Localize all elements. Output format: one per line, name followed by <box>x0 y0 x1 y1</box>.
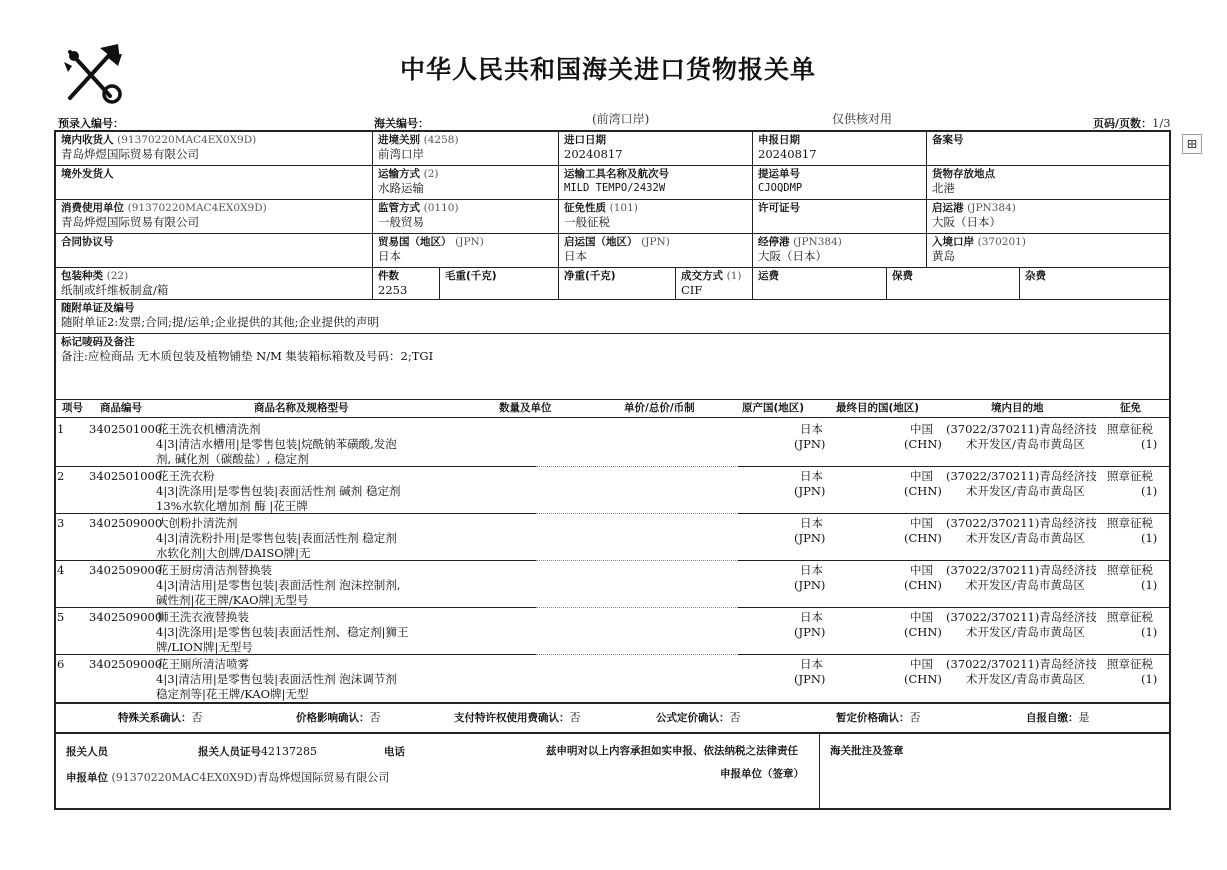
item-name: 花王洗衣机槽清洗剂 <box>157 422 261 436</box>
item-domestic-line2: 术开发区/青岛市黄岛区 <box>966 484 1085 498</box>
item-levy: 照章征税 <box>1107 610 1153 624</box>
item-hs-code: 3402509000 <box>89 610 163 624</box>
legal-statement: 兹申明对以上内容承担如实申报、依法纳税之法律责任 <box>546 745 798 757</box>
item-destination-code: (CHN) <box>904 672 942 686</box>
declaring-unit-seal: 申报单位（签章） <box>720 768 804 780</box>
item-no: 5 <box>57 610 65 624</box>
consignor-cell: 境外发货人 <box>56 166 373 200</box>
item-hs-code: 3402509000 <box>89 657 163 671</box>
preentry-no: 预录入编号： <box>58 117 124 130</box>
transaction-cell: 成交方式 (1) CIF <box>676 268 753 300</box>
freight-cell: 运费 <box>753 268 887 300</box>
bill-no-cell: 提运单号 CJOQDMP <box>753 166 927 200</box>
provisional-price-confirm: 暂定价格确认：否 <box>836 711 921 724</box>
contract-cell: 合同协议号 <box>56 234 373 268</box>
item-destination-code: (CHN) <box>904 437 942 451</box>
item-levy-code: (1) <box>1141 531 1158 545</box>
goods-item-row <box>56 561 1169 608</box>
pieces-cell: 件数 2253 <box>373 268 440 300</box>
port-note: (前湾口岸) <box>592 112 650 126</box>
item-levy-code: (1) <box>1141 578 1158 592</box>
item-no: 4 <box>57 563 65 577</box>
page-number: 页码/页数：1/3 <box>1093 116 1171 130</box>
license-cell: 许可证号 <box>753 200 927 234</box>
item-no: 6 <box>57 657 65 671</box>
item-spec-line1: 4|3|清洁用|是零售包装|表面活性剂 泡沫调节剂 <box>156 672 397 686</box>
special-relation-confirm: 特殊关系确认：否 <box>118 711 203 724</box>
item-destination: 中国 <box>910 610 933 624</box>
item-levy: 照章征税 <box>1107 469 1153 483</box>
item-name: 花王厕所清洁喷雾 <box>157 657 249 671</box>
verify-note: 仅供核对用 <box>832 112 893 126</box>
departure-port-cell: 启运港 (JPN384) 大阪（日本） <box>927 200 1169 234</box>
item-domestic-line2: 术开发区/青岛市黄岛区 <box>966 578 1085 592</box>
col-header-name: 商品名称及规格型号 <box>254 402 349 414</box>
item-spec-line2: 水软化剂|大创牌/DAISO牌|无 <box>156 546 311 560</box>
item-spec-line2: 稳定剂等|花王牌/KAO牌|无型 <box>156 687 309 701</box>
item-hs-code: 3402509000 <box>89 563 163 577</box>
col-header-price: 单价/总价/币制 <box>624 402 695 414</box>
customs-no: 海关编号： <box>374 117 429 130</box>
transit-port-cell: 经停港 (JPN384) 大阪（日本） <box>753 234 927 268</box>
item-destination-code: (CHN) <box>904 531 942 545</box>
item-spec-line2: 碱性剂|花王牌/KAO牌|无型号 <box>156 593 309 607</box>
vessel-cell: 运输工具名称及航次号 MILD TEMPO/2432W <box>559 166 753 200</box>
item-origin-code: (JPN) <box>794 531 826 545</box>
goods-item-row <box>56 420 1169 467</box>
item-domestic-line1: (37022/370211)青岛经济技 <box>946 422 1097 436</box>
item-destination: 中国 <box>910 516 933 530</box>
item-origin: 日本 <box>800 469 823 483</box>
declare-date-cell: 申报日期 20240817 <box>753 132 927 166</box>
item-destination: 中国 <box>910 469 933 483</box>
declaration-form <box>54 130 1171 810</box>
item-origin-code: (JPN) <box>794 437 826 451</box>
form-title: 中华人民共和国海关进口货物报关单 <box>400 55 817 84</box>
item-destination: 中国 <box>910 657 933 671</box>
col-header-qty: 数量及单位 <box>499 402 552 414</box>
item-origin: 日本 <box>800 563 823 577</box>
price-impact-confirm: 价格影响确认：否 <box>296 711 381 724</box>
item-spec-line1: 4|3|洗涤用|是零售包装|表面活性剂、稳定剂|狮王 <box>156 625 409 639</box>
item-destination: 中国 <box>910 563 933 577</box>
item-domestic-line2: 术开发区/青岛市黄岛区 <box>966 625 1085 639</box>
col-header-no: 项号 <box>62 402 83 414</box>
royalty-confirm: 支付特许权使用费确认：否 <box>454 711 581 724</box>
marks-cell: 标记唛码及备注 备注:应检商品 无木质包装及植物铺垫 N/M 集装箱标箱数及号码：2;TGI <box>56 334 1169 400</box>
item-origin: 日本 <box>800 610 823 624</box>
customs-emblem-icon <box>60 42 126 104</box>
declaring-unit: 申报单位 (91370220MAC4EX0X9D)青岛烨煜国际贸易有限公司 <box>66 771 390 784</box>
item-levy-code: (1) <box>1141 672 1158 686</box>
item-name: 狮王洗衣液替换装 <box>157 610 249 624</box>
item-name: 花王厨房清洁剂替换装 <box>157 563 272 577</box>
package-type-cell: 包装种类 (22) 纸制或纤维板制盒/箱 <box>56 268 373 300</box>
consumer-cell: 消费使用单位 (91370220MAC4EX0X9D) 青岛烨煜国际贸易有限公司 <box>56 200 373 234</box>
item-spec-line2: 13%水软化增加剂 酶 |花王牌 <box>156 499 308 513</box>
item-origin: 日本 <box>800 422 823 436</box>
goods-item-row <box>56 514 1169 561</box>
item-spec-line1: 4|3|清洁水槽用|是零售包装|烷酰钠苯磺酸,发泡 <box>156 437 397 451</box>
item-destination: 中国 <box>910 422 933 436</box>
item-levy: 照章征税 <box>1107 516 1153 530</box>
trade-country-cell: 贸易国（地区） (JPN) 日本 <box>373 234 559 268</box>
item-domestic-line2: 术开发区/青岛市黄岛区 <box>966 531 1085 545</box>
item-levy-code: (1) <box>1141 484 1158 498</box>
item-domestic-line1: (37022/370211)青岛经济技 <box>946 469 1097 483</box>
item-destination-code: (CHN) <box>904 578 942 592</box>
item-origin-code: (JPN) <box>794 672 826 686</box>
col-header-destination: 最终目的国(地区) <box>836 402 920 414</box>
record-no-cell: 备案号 <box>927 132 1169 166</box>
item-origin: 日本 <box>800 516 823 530</box>
item-domestic-line1: (37022/370211)青岛经济技 <box>946 610 1097 624</box>
declarant-label: 报关人员 <box>66 746 108 758</box>
docs-cell: 随附单证及编号 随附单证2:发票;合同;提/运单;企业提供的其他;企业提供的声明 <box>56 300 1169 334</box>
item-domestic-line2: 术开发区/青岛市黄岛区 <box>966 672 1085 686</box>
item-levy: 照章征税 <box>1107 657 1153 671</box>
item-origin-code: (JPN) <box>794 578 826 592</box>
item-no: 2 <box>57 469 65 483</box>
net-weight-cell: 净重(千克) <box>559 268 676 300</box>
consignee-value: 青岛烨煜国际贸易有限公司 <box>61 147 199 161</box>
levy-cell: 征免性质 (101) 一般征税 <box>559 200 753 234</box>
phone-label: 电话 <box>384 746 405 758</box>
import-date-cell: 进口日期 20240817 <box>559 132 753 166</box>
item-spec-line2: 牌/LION牌|无型号 <box>156 640 253 654</box>
goods-item-row <box>56 655 1169 702</box>
col-header-code: 商品编号 <box>100 402 142 414</box>
declarant-cert: 报关人员证号42137285 <box>198 745 317 758</box>
consignee-cell: 境内收货人 (91370220MAC4EX0X9D) 青岛烨煜国际贸易有限公司 <box>56 132 373 166</box>
item-name: 花王洗衣粉 <box>157 469 215 483</box>
item-domestic-line1: (37022/370211)青岛经济技 <box>946 657 1097 671</box>
item-levy-code: (1) <box>1141 625 1158 639</box>
col-header-domestic: 境内目的地 <box>991 402 1044 414</box>
item-name: 大创粉扑清洗剂 <box>157 516 238 530</box>
item-no: 1 <box>57 422 65 436</box>
item-domestic-line1: (37022/370211)青岛经济技 <box>946 563 1097 577</box>
goods-item-row <box>56 608 1169 655</box>
entry-customs-cell: 进境关别 (4258) 前湾口岸 <box>373 132 559 166</box>
item-spec-line2: 剂, 碱化剂（碳酸盐）, 稳定剂 <box>156 452 309 466</box>
col-header-levy: 征免 <box>1120 402 1141 414</box>
item-origin: 日本 <box>800 657 823 671</box>
item-no: 3 <box>57 516 65 530</box>
qr-scan-icon[interactable]: ⊞ <box>1182 134 1202 154</box>
item-hs-code: 3402501000 <box>89 469 163 483</box>
gross-weight-cell: 毛重(千克) <box>440 268 559 300</box>
item-hs-code: 3402501000 <box>89 422 163 436</box>
item-levy-code: (1) <box>1141 437 1158 451</box>
item-levy: 照章征税 <box>1107 422 1153 436</box>
customs-approval: 海关批注及签章 <box>830 745 904 757</box>
item-domestic-line1: (37022/370211)青岛经济技 <box>946 516 1097 530</box>
item-origin-code: (JPN) <box>794 625 826 639</box>
item-spec-line1: 4|3|清洗粉扑用|是零售包装|表面活性剂 稳定剂 <box>156 531 397 545</box>
item-destination-code: (CHN) <box>904 484 942 498</box>
self-declare-confirm: 自报自缴：是 <box>1026 711 1090 724</box>
item-levy: 照章征税 <box>1107 563 1153 577</box>
item-hs-code: 3402509000 <box>89 516 163 530</box>
item-domestic-line2: 术开发区/青岛市黄岛区 <box>966 437 1085 451</box>
goods-item-row <box>56 467 1169 514</box>
formula-price-confirm: 公式定价确认：否 <box>656 711 741 724</box>
insurance-cell: 保费 <box>887 268 1020 300</box>
item-spec-line1: 4|3|清洁用|是零售包装|表面活性剂 泡沫控制剂, <box>156 578 401 592</box>
supervision-cell: 监管方式 (0110) 一般贸易 <box>373 200 559 234</box>
item-destination-code: (CHN) <box>904 625 942 639</box>
entry-port-cell: 入境口岸 (370201) 黄岛 <box>927 234 1169 268</box>
item-origin-code: (JPN) <box>794 484 826 498</box>
transport-mode-cell: 运输方式 (2) 水路运输 <box>373 166 559 200</box>
col-header-origin: 原产国(地区) <box>742 402 805 414</box>
storage-cell: 货物存放地点 北港 <box>927 166 1169 200</box>
item-spec-line1: 4|3|洗涤用|是零售包装|表面活性剂 碱剂 稳定剂 <box>156 484 401 498</box>
misc-cell: 杂费 <box>1020 268 1169 300</box>
origin-country-cell: 启运国（地区） (JPN) 日本 <box>559 234 753 268</box>
